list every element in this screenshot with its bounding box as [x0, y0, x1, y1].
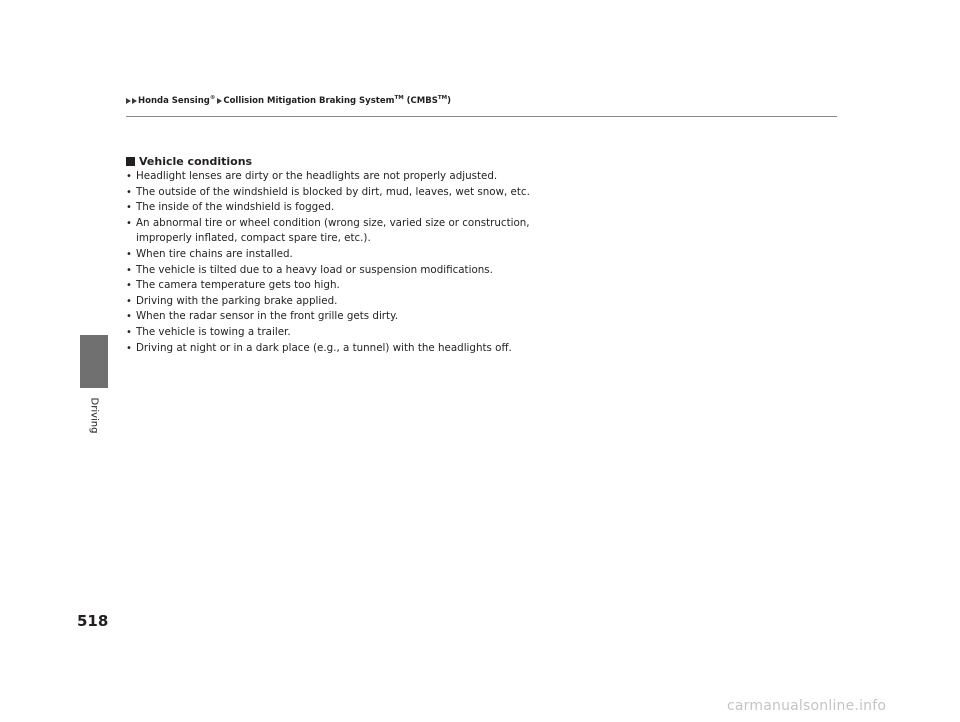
list-item: • An abnormal tire or wheel condition (wrong size, varied size or construction, improperly inflated, compact spare tire, etc.).	[126, 216, 556, 247]
condition-list	[126, 169, 826, 356]
list-item: • The inside of the windshield is fogged.	[126, 200, 826, 216]
list-item: • The vehicle is towing a trailer.	[126, 325, 826, 341]
main-content	[126, 154, 826, 356]
list-item: • When the radar sensor in the front grille gets dirty.	[126, 309, 826, 325]
watermark-text: carmanualsonline.info	[727, 698, 887, 714]
page-number: 518	[77, 612, 109, 630]
breadcrumb	[126, 96, 451, 106]
list-item: • The outside of the windshield is blocked by dirt, mud, leaves, wet snow, etc.	[126, 185, 826, 201]
list-item: • Driving at night or in a dark place (e.g., a tunnel) with the headlights off.	[126, 341, 826, 357]
list-item: • When tire chains are installed.	[126, 247, 826, 263]
list-item: • The camera temperature gets too high.	[126, 278, 826, 294]
header-divider	[126, 116, 837, 117]
chapter-tab-label: Driving	[88, 397, 100, 433]
breadcrumb-arrow-icon	[126, 98, 131, 104]
breadcrumb-item-honda-sensing[interactable]: Honda Sensing®	[138, 95, 216, 106]
section-heading: Vehicle conditions	[126, 154, 826, 169]
list-item: • Driving with the parking brake applied.	[126, 294, 826, 310]
breadcrumb-arrow-icon	[132, 98, 137, 104]
breadcrumb-item-cmbs[interactable]: Collision Mitigation Braking System™ (CMBS™)	[223, 95, 451, 106]
list-item: • Headlight lenses are dirty or the headlights are not properly adjusted.	[126, 169, 826, 185]
square-bullet-icon	[126, 157, 135, 166]
list-item: • The vehicle is tilted due to a heavy load or suspension modifications.	[126, 263, 826, 279]
chapter-tab-marker	[80, 335, 108, 388]
breadcrumb-arrow-icon	[217, 98, 222, 104]
